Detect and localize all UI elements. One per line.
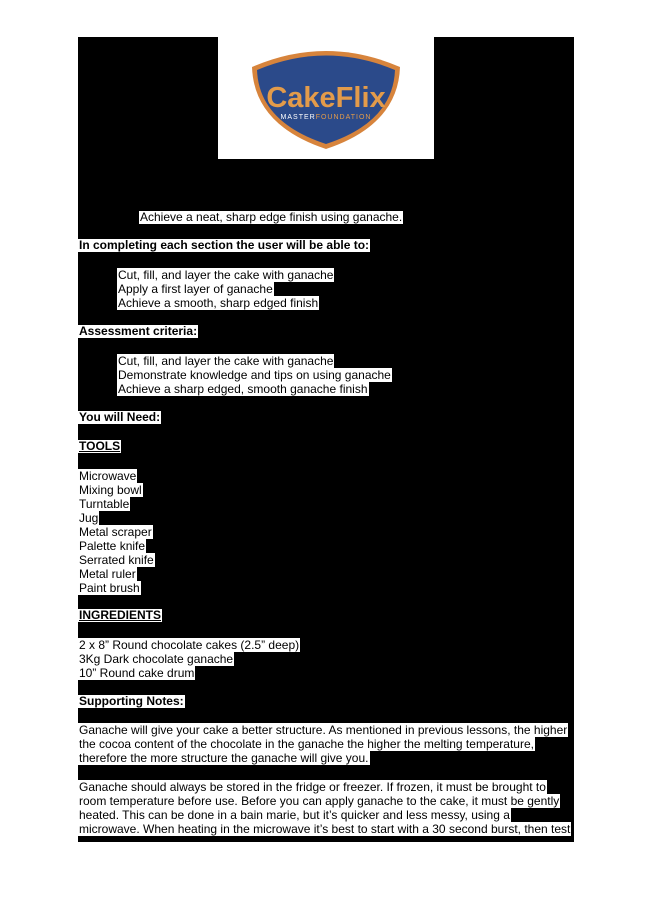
paragraph-line: Ganache will give your cake a better structure. As mentioned in previous lessons, the higher <box>79 723 568 737</box>
logo-panel <box>218 37 434 159</box>
ingredients-heading: INGREDIENTS <box>79 608 162 622</box>
note-paragraph-1 <box>78 723 568 765</box>
list-item: Palette knife <box>79 539 146 553</box>
cakeflix-logo <box>218 37 434 159</box>
note-paragraph-2 <box>78 780 571 836</box>
paragraph-line: Ganache should always be stored in the fridge or freezer. If frozen, it must be brought to <box>79 780 546 794</box>
paragraph-line: room temperature before use. Before you can apply ganache to the cake, it must be gently <box>79 794 560 808</box>
list-item: Turntable <box>79 497 130 511</box>
logo-title: CakeFlix <box>266 82 386 114</box>
assessment-heading: Assessment criteria: <box>79 324 198 338</box>
tools-list <box>78 469 155 595</box>
ingredients-list <box>78 638 300 680</box>
list-item: Microwave <box>79 469 137 483</box>
list-item: Achieve a sharp edged, smooth ganache finish <box>118 382 368 396</box>
paragraph-line: the cocoa content of the chocolate in the ganache the higher the melting temperature, <box>79 737 534 751</box>
paragraph-line: heated. This can be done in a bain marie, but it’s quicker and less messy, using a <box>79 808 510 822</box>
list-item: 3Kg Dark chocolate ganache <box>79 652 234 666</box>
list-item: 10” Round cake drum <box>79 666 195 680</box>
objective-text: Achieve a neat, sharp edge finish using ganache. <box>140 210 403 224</box>
completing-heading: In completing each section the user will be able to: <box>79 238 370 252</box>
list-item: Metal scraper <box>79 525 152 539</box>
list-item: Jug <box>79 511 99 525</box>
logo-sub-left: MASTER <box>280 114 316 121</box>
list-item: 2 x 8” Round chocolate cakes (2.5” deep) <box>79 638 300 652</box>
list-item: Demonstrate knowledge and tips on using ganache <box>118 368 391 382</box>
paragraph-line: therefore the more structure the ganache will give you. <box>79 751 369 765</box>
list-item: Cut, fill, and layer the cake with ganache <box>118 268 334 282</box>
svg-text:MASTERFOUNDATION <box>281 114 372 121</box>
list-item: Apply a first layer of ganache <box>118 282 273 296</box>
list-item: Achieve a smooth, sharp edged finish <box>118 296 319 310</box>
list-item: Paint brush <box>79 581 140 595</box>
paragraph-line: microwave. When heating in the microwave it’s best to start with a 30 second burst, then test <box>79 822 571 836</box>
need-heading: You will Need: <box>79 410 161 424</box>
list-item: Serrated knife <box>79 553 154 567</box>
logo-sub-right: FOUNDATION <box>315 114 372 121</box>
notes-heading: Supporting Notes: <box>79 694 184 708</box>
assessment-list <box>117 354 392 396</box>
tools-heading: TOOLS <box>79 439 121 453</box>
completing-list <box>117 268 334 310</box>
list-item: Cut, fill, and layer the cake with ganache <box>118 354 334 368</box>
list-item: Mixing bowl <box>79 483 142 497</box>
list-item: Metal ruler <box>79 567 136 581</box>
